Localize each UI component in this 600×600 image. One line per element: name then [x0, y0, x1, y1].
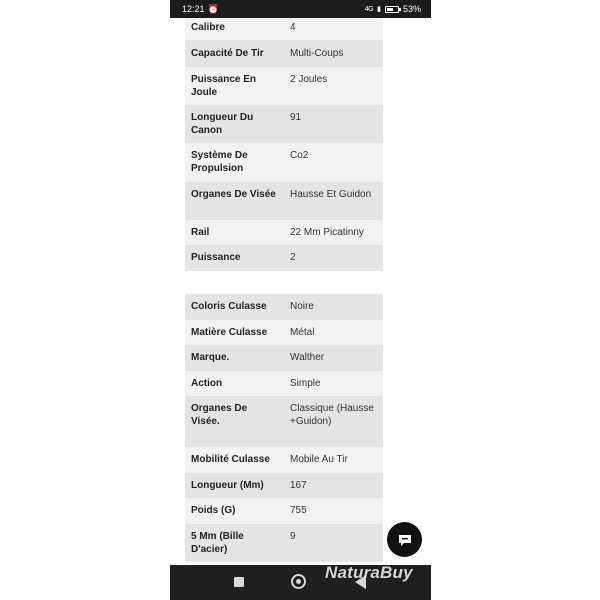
- table-row: [185, 245, 383, 271]
- row-label: Longueur Du Canon: [191, 112, 254, 136]
- alarm-icon: ⏰: [207, 3, 219, 14]
- specs-table-1: [185, 18, 383, 271]
- row-label: Capacité De Tir: [191, 48, 264, 59]
- table-row: [185, 320, 383, 345]
- row-label: Mobilité Culasse: [191, 454, 270, 465]
- chat-button[interactable]: [387, 522, 422, 557]
- chat-bubble-icon: [397, 532, 413, 548]
- table-row: [185, 371, 383, 396]
- table-row: [185, 473, 383, 498]
- wifi-icon: ▮: [377, 6, 381, 13]
- specs-table-2: [185, 294, 383, 562]
- row-value: 91: [290, 112, 302, 123]
- row-value: 755: [290, 505, 307, 516]
- table-row: [185, 105, 383, 143]
- row-label: Coloris Culasse: [191, 301, 267, 312]
- table-row: [185, 345, 383, 371]
- row-label: Poids (G): [191, 505, 236, 516]
- row-label: Rail: [191, 227, 210, 238]
- row-value: Walther: [290, 352, 325, 363]
- row-value: 2 Joules: [290, 74, 328, 85]
- naturabuy-watermark: NaturaBuy: [325, 563, 413, 582]
- row-label: 5 Mm (Bille D'acier): [191, 531, 244, 555]
- row-value: Multi-Coups: [290, 48, 344, 59]
- table-row: [185, 498, 383, 524]
- row-value: 22 Mm Picatinny: [290, 227, 364, 238]
- row-label: Longueur (Mm): [191, 480, 264, 491]
- table-row: [185, 40, 383, 67]
- table-row: [185, 18, 383, 40]
- row-value: Mobile Au Tir: [290, 454, 348, 465]
- row-value: Noire: [290, 301, 314, 312]
- row-value: Co2: [290, 150, 309, 161]
- row-value: 9: [290, 531, 296, 542]
- status-icons: [365, 4, 421, 14]
- row-label: Matière Culasse: [191, 327, 268, 338]
- row-value: 167: [290, 480, 307, 491]
- row-value: 4: [290, 22, 296, 33]
- status-time: 12:21: [182, 4, 205, 14]
- table-row: [185, 524, 383, 562]
- row-label: Système De Propulsion: [191, 150, 248, 174]
- recent-apps-button[interactable]: [234, 577, 244, 587]
- signal-icon: 4G: [364, 5, 374, 13]
- row-label: Calibre: [191, 22, 225, 33]
- home-button[interactable]: [291, 574, 306, 589]
- row-value: 2: [290, 252, 296, 263]
- table-row: [185, 67, 383, 105]
- table-row: [185, 447, 383, 473]
- row-label: Puissance En Joule: [191, 74, 257, 98]
- table-row: [185, 182, 383, 220]
- row-label: Action: [191, 378, 223, 389]
- row-label: Organes De Visée.: [191, 403, 248, 427]
- table-row: [185, 143, 383, 182]
- table-row: [185, 396, 383, 447]
- phone-screen: [170, 0, 431, 600]
- row-value: Classique (Hausse +Guidon): [290, 403, 374, 427]
- row-label: Organes De Visée: [191, 189, 276, 200]
- row-label: Marque.: [191, 352, 230, 363]
- row-label: Puissance: [191, 252, 241, 263]
- table-row: [185, 294, 383, 320]
- table-row: [185, 220, 383, 245]
- row-value: Simple: [290, 378, 321, 389]
- battery-icon: [385, 6, 399, 13]
- row-value: Métal: [290, 327, 315, 338]
- status-bar: [170, 0, 431, 18]
- battery-percent: 53%: [402, 4, 421, 14]
- row-value: Hausse Et Guidon: [290, 189, 372, 200]
